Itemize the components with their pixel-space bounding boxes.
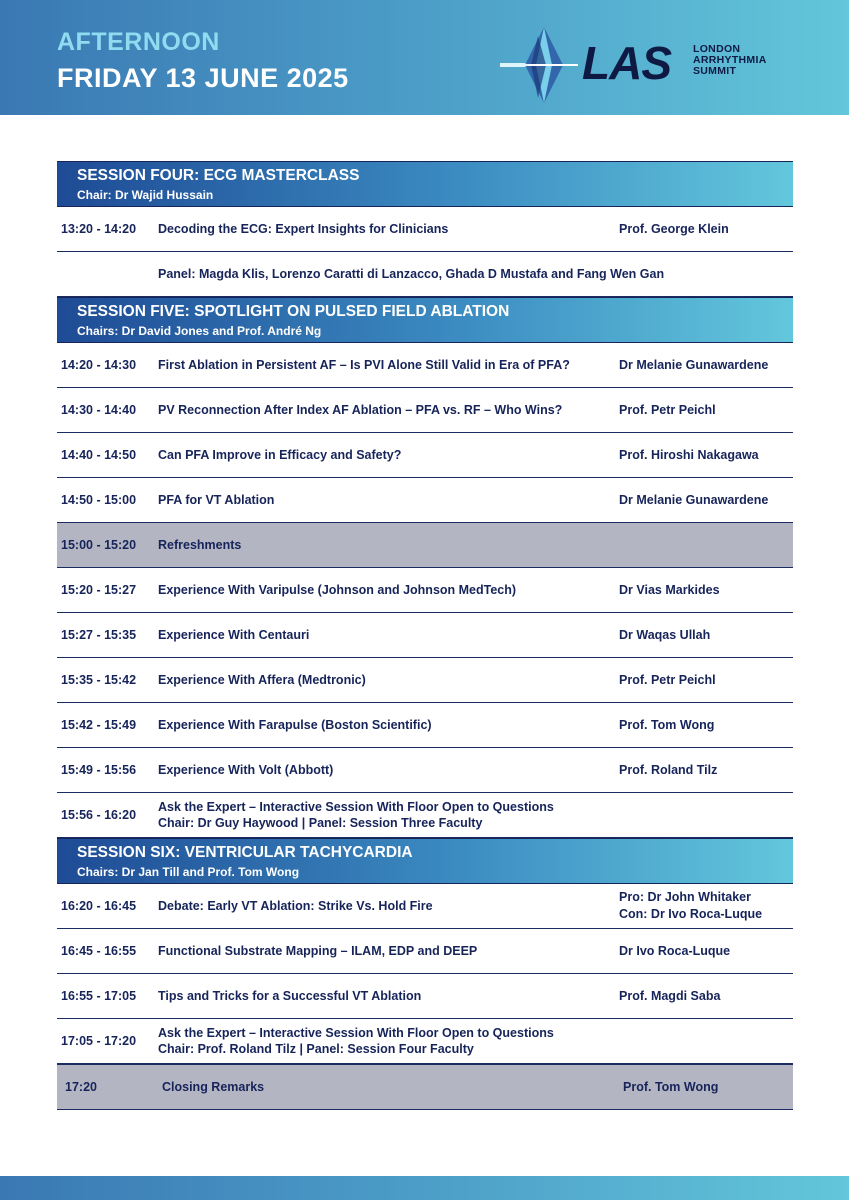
agenda-row-panel (57, 252, 793, 297)
footer-banner (0, 1176, 849, 1200)
row-time: 16:20 - 16:45 (61, 899, 137, 913)
agenda-row (57, 748, 793, 793)
row-time: 16:45 - 16:55 (61, 944, 137, 958)
row-title: Experience With Varipulse (Johnson and Johnson MedTech) (158, 583, 517, 597)
row-title: Experience With Affera (Medtronic) (158, 673, 366, 687)
row-time: 14:30 - 14:40 (61, 403, 137, 417)
row-time: 15:00 - 15:20 (61, 538, 137, 552)
row-title: Panel: Magda Klis, Lorenzo Caratti di Lanzacco, Ghada D Mustafa and Fang Wen Gan (158, 267, 665, 281)
row-time: 15:49 - 15:56 (61, 763, 137, 777)
header-banner (0, 0, 849, 115)
row-speaker: Pro: Dr John Whitaker Con: Dr Ivo Roca-Luque (619, 890, 763, 921)
row-speaker: Dr Vias Markides (619, 582, 720, 597)
logo-mark-icon (500, 24, 580, 106)
row-title: Tips and Tricks for a Successful VT Ablation (158, 989, 422, 1003)
row-speaker: Dr Melanie Gunawardene (619, 492, 769, 507)
row-time: 14:50 - 15:00 (61, 493, 137, 507)
row-speaker: Prof. Roland Tilz (619, 762, 718, 777)
row-title: Debate: Early VT Ablation: Strike Vs. Hold Fire (158, 899, 433, 913)
row-speaker: Prof. Magdi Saba (619, 988, 721, 1003)
agenda-row (57, 343, 793, 388)
row-speaker: Dr Melanie Gunawardene (619, 357, 769, 372)
agenda-row-break (57, 523, 793, 568)
session-six-header (57, 838, 793, 884)
row-speaker: Prof. Hiroshi Nakagawa (619, 447, 759, 462)
row-time: 14:40 - 14:50 (61, 448, 137, 462)
row-time: 17:05 - 17:20 (61, 1034, 137, 1048)
row-time: 17:20 (65, 1080, 97, 1094)
agenda-row (57, 703, 793, 748)
agenda-row (57, 793, 793, 838)
agenda-row (57, 974, 793, 1019)
row-title: Functional Substrate Mapping – ILAM, EDP and DEEP (158, 944, 478, 958)
session-five-header (57, 297, 793, 343)
day-part-title: AFTERNOON (57, 28, 220, 56)
row-speaker: Prof. George Klein (619, 221, 729, 236)
row-time: 16:55 - 17:05 (61, 989, 137, 1003)
agenda-row (57, 658, 793, 703)
session-title: SESSION SIX: VENTRICULAR TACHYCARDIA (77, 844, 413, 861)
row-title: First Ablation in Persistent AF – Is PVI Alone Still Valid in Era of PFA? (158, 358, 570, 372)
row-speaker: Dr Waqas Ullah (619, 627, 711, 642)
row-time: 15:35 - 15:42 (61, 673, 137, 687)
row-time: 13:20 - 14:20 (61, 222, 137, 236)
agenda-row (57, 433, 793, 478)
row-time: 15:56 - 16:20 (61, 808, 137, 822)
agenda-row-closing (57, 1064, 793, 1110)
session-chair: Chair: Dr Wajid Hussain (77, 188, 214, 202)
agenda-row (57, 207, 793, 252)
programme-table (57, 161, 793, 1110)
row-title: PV Reconnection After Index AF Ablation – PFA vs. RF – Who Wins? (158, 403, 563, 417)
row-time: 15:42 - 15:49 (61, 718, 137, 732)
logo-wordmark: LONDON ARRHYTHMIA SUMMIT (693, 43, 767, 77)
row-time: 15:27 - 15:35 (61, 628, 137, 642)
session-title: SESSION FIVE: SPOTLIGHT ON PULSED FIELD ABLATION (77, 303, 510, 320)
row-speaker: Prof. Petr Peichl (619, 672, 716, 687)
row-title: Experience With Farapulse (Boston Scientific) (158, 718, 432, 732)
row-time: 15:20 - 15:27 (61, 583, 137, 597)
session-chair: Chairs: Dr David Jones and Prof. André Ng (77, 324, 322, 338)
agenda-row (57, 388, 793, 433)
row-title: Experience With Volt (Abbott) (158, 763, 334, 777)
row-title: Closing Remarks (162, 1080, 265, 1094)
row-speaker: Dr Ivo Roca-Luque (619, 943, 731, 958)
agenda-row (57, 568, 793, 613)
row-title: Ask the Expert – Interactive Session With Floor Open to Questions Chair: Prof. Roland Tilz | Panel: Session Four Faculty (158, 1026, 554, 1056)
agenda-row (57, 929, 793, 974)
row-title: Experience With Centauri (158, 628, 310, 642)
row-speaker: Prof. Petr Peichl (619, 402, 716, 417)
agenda-row (57, 1019, 793, 1064)
session-title: SESSION FOUR: ECG MASTERCLASS (77, 167, 360, 184)
row-title: Refreshments (158, 538, 242, 552)
session-chair: Chairs: Dr Jan Till and Prof. Tom Wong (77, 865, 300, 879)
row-time: 14:20 - 14:30 (61, 358, 137, 372)
row-speaker: Prof. Tom Wong (623, 1079, 719, 1094)
logo-abbreviation: LAS (582, 37, 671, 89)
row-title: PFA for VT Ablation (158, 493, 275, 507)
row-title: Can PFA Improve in Efficacy and Safety? (158, 448, 402, 462)
row-speaker: Prof. Tom Wong (619, 717, 715, 732)
agenda-row (57, 478, 793, 523)
date-title: FRIDAY 13 JUNE 2025 (57, 63, 349, 93)
row-title: Decoding the ECG: Expert Insights for Clinicians (158, 222, 449, 236)
las-logo (500, 24, 800, 106)
agenda-row (57, 613, 793, 658)
row-title: Ask the Expert – Interactive Session With Floor Open to Questions Chair: Dr Guy Haywood | Panel: Session Three Faculty (158, 800, 554, 830)
agenda-row (57, 884, 793, 929)
session-four-header (57, 161, 793, 207)
